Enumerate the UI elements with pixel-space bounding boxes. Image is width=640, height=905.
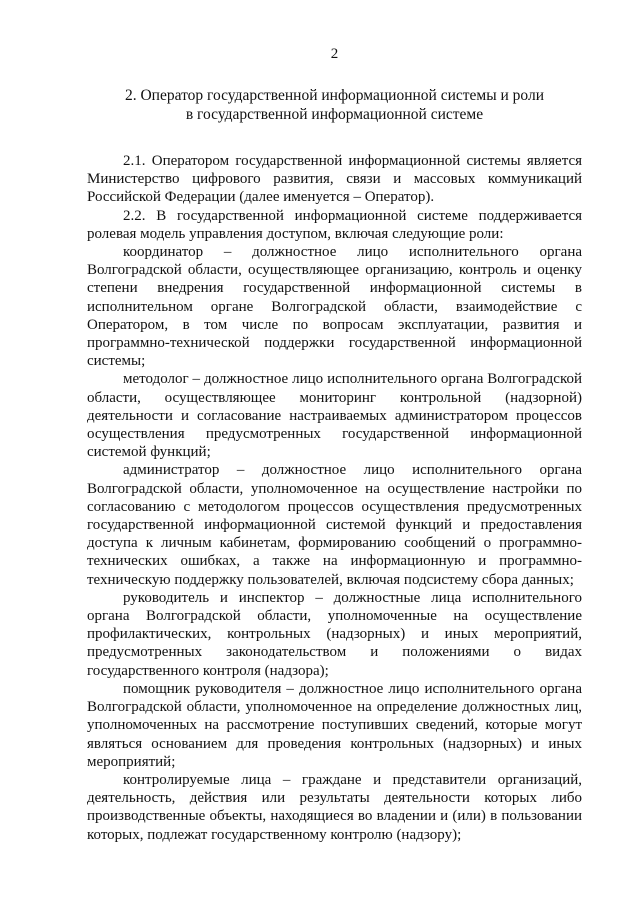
page-number: 2 (330, 46, 339, 62)
role-administrator: администратор – должностное лицо исполнительного органа Волгоградской области, уполномоченное на осуществление настройки по согласованию с методологом процессов осуществления предусмотренных государственной информационной системой функций и предоставления доступа к личным кабинетам, формированию сообщений о программно-технических ошибках, а также на информационную и программно-техническую поддержку пользователей, включая подсистему сбора данных; (87, 462, 582, 588)
role-controlled-persons: контролируемые лица – граждане и представители организаций, деятельность, действия или результаты деятельности которых либо производственные объекты, находящиеся во владении и (или) в пользовании которых, подлежат государственному контролю (надзору); (87, 771, 582, 843)
section-heading-line-2: в государственной информационной системе (185, 106, 484, 123)
paragraph-2-2-role-model: 2.2. В государственной информационной системе поддерживается ролевая модель управления доступом, включая следующие роли: (87, 207, 582, 242)
paragraph-2-1-operator: 2.1. Оператором государственной информационной системы является Министерство цифрового развития, связи и массовых коммуникаций Российской Федерации (далее именуется – Оператор). (87, 153, 582, 206)
role-head-and-inspector: руководитель и инспектор – должностные лица исполнительного органа Волгоградской области, уполномоченные на осуществление профилактических, контрольных (надзорных) и иных мероприятий, предусмотренных законодательством и положениями о видах государственного контроля (надзора); (87, 589, 582, 679)
role-assistant-head: помощник руководителя – должностное лицо исполнительного органа Волгоградской области, уполномоченное на определение должностных лиц, уполномоченных на рассмотрение поступивших сведений, которые могут являться основанием для проведения контрольных (надзорных) и иных мероприятий; (87, 680, 582, 770)
role-methodologist: методолог – должностное лицо исполнительного органа Волгоградской области, осуществляющее мониторинг контрольной (надзорной) деятельности и согласование настраиваемых администратором процессов осуществления предусмотренных государственной информационной системой функций; (87, 371, 582, 461)
role-coordinator: координатор – должностное лицо исполнительного органа Волгоградской области, осуществляющее организацию, контроль и оценку степени внедрения государственной информационной системы в исполнительном органе Волгоградской области, взаимодействие с Оператором, в том числе по вопросам эксплуатации, развития и программно-технической поддержки государственной информационной системы; (87, 244, 582, 370)
section-heading (87, 86, 582, 124)
section-heading-line-1: 2. Оператор государственной информационной системы и роли (124, 87, 544, 104)
